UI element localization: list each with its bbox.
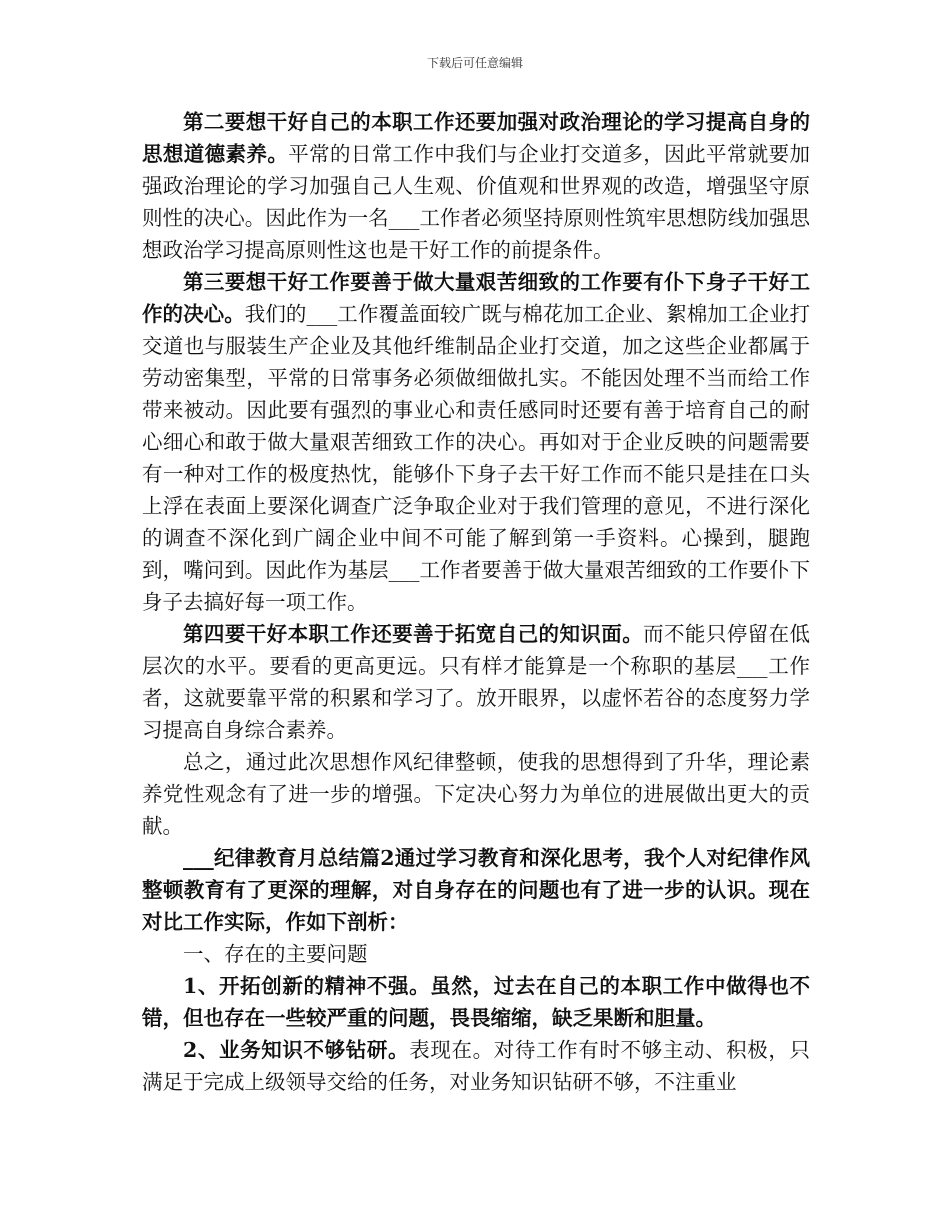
paragraph-bold-lead: 2、业务知识不够钻研。 (183, 1038, 410, 1062)
paragraph-text: 我们的___工作覆盖面较广既与棉花加工企业、絮棉加工企业打交道也与服装生产企业及其他纤维制品企业打交道，加之这些企业都属于劳动密集型，平常的日常事务必须做细做扎实。不能因处理不当而给工作带来被动。因此要有强烈的事业心和责任感同时还要有善于培育自己的耐心细心和敢于做大量艰苦细致工作的决心。再如对于企业反映的问题需要有一种对工作的极度热忱，能够仆下身子去干好工作而不能只是挂在口头上浮在表面上要深化调查广泛争取企业对于我们管理的意见，不进行深化的调查不深化到广阔企业中间不可能了解到第一手资料。心操到，腿跑到，嘴问到。因此作为基层___工作者要善于做大量艰苦细致的工作要仆下身子去搞好每一项工作。 (142, 302, 811, 614)
document-body (142, 106, 810, 1098)
paragraph (142, 106, 810, 266)
paragraph (142, 1034, 810, 1098)
paragraph-text: 平常的日常工作中我们与企业打交道多，因此平常就要加强政治理论的学习加强自己人生观、价值观和世界观的改造，增强坚守原则性的决心。因此作为一名___工作者必须坚持原则性筑牢思想防线加强思想政治学习提高原则性这也是干好工作的前提条件。 (142, 142, 811, 262)
paragraph-bold-lead: ___纪律教育月总结篇2通过学习教育和深化思考，我个人对纪律作风整顿教育有了更深的理解，对自身存在的问题也有了进一步的认识。现在对比工作实际，作如下剖析： (142, 846, 810, 934)
paragraph (142, 266, 810, 618)
paragraph-text: 表现在。对待工作有时不够主动、积极，只满足于完成上级领导交给的任务，对业务知识钻研不够，不注重业 (142, 1038, 811, 1094)
paragraph-bold-lead: 第三要想干好工作要善于做大量艰苦细致的工作要有仆下身子干好工作的决心。 (142, 270, 810, 326)
paragraph-bold-lead: 第二要想干好自己的本职工作还要加强对政治理论的学习提高自身的思想道德素养。 (142, 110, 810, 166)
page-header: 下载后可任意编辑 (426, 56, 523, 70)
paragraph-text: 一、存在的主要问题 (183, 942, 368, 966)
paragraph (142, 970, 810, 1034)
paragraph (142, 842, 810, 938)
section-heading (142, 938, 810, 970)
paragraph-text: 总之，通过此次思想作风纪律整顿，使我的思想得到了升华，理论素养党性观念有了进一步的增强。下定决心努力为单位的进展做出更大的贡献。 (142, 750, 810, 838)
paragraph (142, 618, 810, 746)
paragraph-bold-lead: 1、开拓创新的精神不强。虽然，过去在自己的本职工作中做得也不错，但也存在一些较严重的问题，畏畏缩缩，缺乏果断和胆量。 (142, 974, 810, 1030)
paragraph-bold-lead: 第四要干好本职工作还要善于拓宽自己的知识面。 (183, 622, 644, 646)
paragraph (142, 746, 810, 842)
paragraph-text: 而不能只停留在低层次的水平。要看的更高更远。只有样才能算是一个称职的基层___工作者，这就要靠平常的积累和学习了。放开眼界，以虚怀若谷的态度努力学习提高自身综合素养。 (142, 622, 811, 742)
